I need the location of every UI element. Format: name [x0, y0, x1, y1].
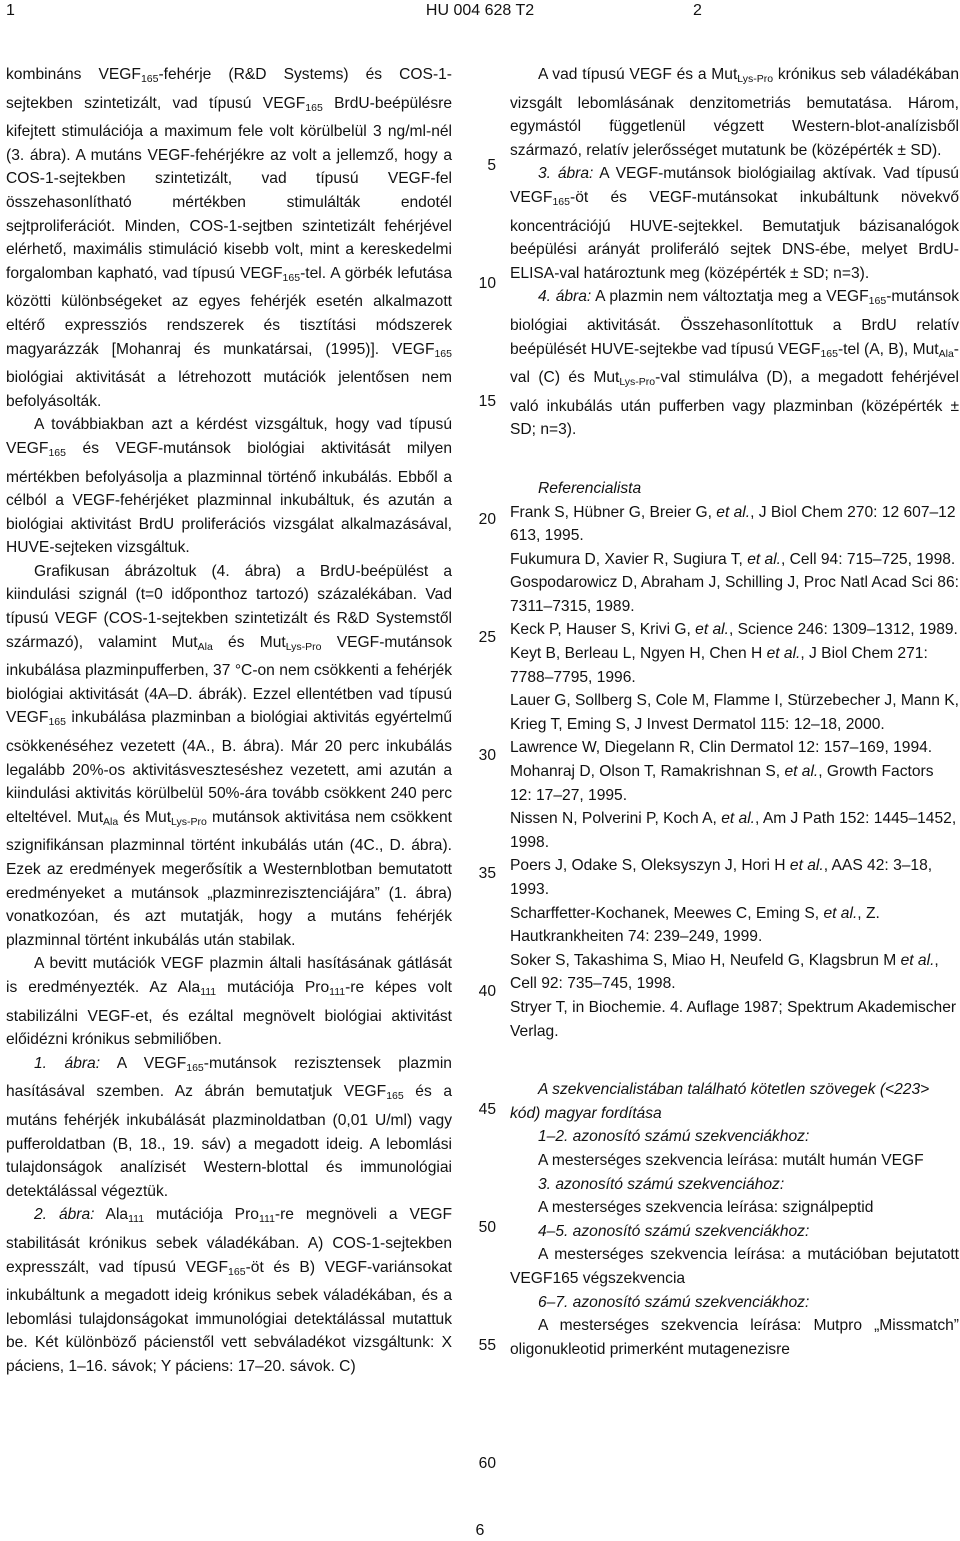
reference-entry: Nissen N, Polverini P, Koch A, et al., Am J Path 152: 1445–1452, 1998. [510, 810, 957, 851]
line-number: 60 [478, 1455, 496, 1473]
left-paragraph-4: A bevitt mutációk VEGF plazmin általi hasításának gátlását is eredményezték. Az Ala$_{111}$ mutációja Pro$_{111}$-re képes volt stabilizálni VEGF-et, és ezáltal megnövelt biológiai aktivitást előidézni krónikus sebmiliőben. [6, 955, 453, 1049]
line-number: 10 [478, 275, 496, 293]
figure-1-caption [6, 1052, 452, 1204]
sequence-label: 1–2. azonosító számú szekvenciákhoz: [538, 1128, 810, 1146]
right-column [510, 63, 959, 1361]
subscript: 165 [140, 73, 159, 85]
figure-1-text: A $VEGF_{165}$-mutánsok rezisztensek plazmin hasításával szemben. Az ábrán bemutatjuk $VEGF_{165}$ és a mutáns fehérjék inkubálását plazminoldatban (0,01 U/ml) vagy pufferoldatban (B, 18., 19. sáv) a megadott ideig. A lebomlási tulajdonságok analízisét Western-blottal és immunológiai detektálással végeztük. [6, 1054, 452, 1200]
header-patent-number: HU 004 628 T2 [425, 2, 535, 19]
line-number: 25 [478, 629, 496, 647]
figure-3-text: A VEGF-mutánsok biológiailag aktívak. Vad típusú $VEGF_{165}-öt$ és VEGF-mutánsokat inkubáltunk növekvő koncentrációjú HUVE-sejtekkel. Bemutatjuk bázisanalógok beépülési arányát proliferáló sejtek DNS-ébe, melyet BrdU-ELISA-val határoztunk meg (középérték ± SD; n=3). [510, 165, 959, 282]
subscript: 165 [434, 347, 452, 360]
reference-entry: Mohanraj D, Olson T, Ramakrishnan S, et al., Growth Factors 12: 17–27, 1995. [510, 763, 934, 804]
reference-entry: Poers J, Odake S, Oleksyszyn J, Hori H et al., AAS 42: 3–18, 1993. [510, 857, 933, 898]
subscript: Ala [197, 640, 213, 653]
left-paragraph-1: kombináns $VEGF_{165}$-fehérje (R&D Systems) és COS-1-sejtekben szintetizált, vad típusú $VEGF_{165}$ BrdU-beépülésre kifejtett stimulációja a maximum fele volt körülbelül 3 ng/ml-nél (3. ábra). A mutáns VEGF-fehérjékre az volt a jellemző, hogy a COS-1-sejtekben szintetizált, vad típusú VEGF-fel összehasonlítható mértékben stimulálták endotél sejtproliferációt. Minden, COS-1-sejtben szintetizált fehérjével elérhető, maximális stimuláció kisebb volt, mint a kereskedelmi forgalomban kapható, vad típusú $VEGF_{165}$-tel. A görbék lefutása közötti különbségeket az egyes fehérjék esetén alkalmazott eltérő expressziós rendszerek és tisztítási módszerek magyarázzák [Mohanraj és munkatársai, (1995)]. $VEGF_{165}$ biológiai aktivitását a létrehozott mutációk jelentősen nem befolyásolták. [6, 66, 453, 410]
sequence-label: 4–5. azonosító számú szekvenciákhoz: [538, 1222, 810, 1240]
sequence-label: 6–7. azonosító számú szekvenciákhoz: [538, 1293, 810, 1311]
subscript: 111 [329, 985, 346, 998]
reference-entry: Gospodarowicz D, Abraham J, Schilling J, Proc Natl Acad Sci 86: 7311–7315, 1989. [510, 574, 959, 615]
subscript: 165 [228, 1265, 246, 1278]
subscript: 165 [386, 1090, 404, 1103]
reference-entry: Fukumura D, Xavier R, Sugiura T, et al., Cell 94: 715–725, 1998. [510, 550, 956, 568]
figure-4-label: 4. ábra: [538, 288, 592, 306]
sequence-label: 3. azonosító számú szekvenciához: [538, 1175, 785, 1193]
figure-2-text: Ala$_{111}$ mutációja Pro$_{111}$-re megnöveli a VEGF stabilitását krónikus sebek váladékában. A) COS-1-sejtekben expresszált, vad típusú $VEGF_{165}-öt$ és B) VEGF-variánsokat inkubáltunk a megadott ideig krónikus sebek váladékában, és a lebomlási tulajdonságokat immunológiai detektálással mutattuk be. Két különböző pácienstől vett sebváladékot vizsgáltunk: X páciens, 1–16. sávok; Y páciens: 17–20. sávok. C) [6, 1206, 452, 1375]
left-paragraph-2: A továbbiakban azt a kérdést vizsgáltuk, hogy vad típusú $VEGF_{165}$ és VEGF-mutánsok biológiai aktivitását milyen mértékben befolyásolja a plazminnal történő inkubálás. Ebből a célból a VEGF-fehérjéket plazminnal inkubáltuk, és azután a biológiai aktivitást BrdU proliferációs vizsgálat alkalmazásával, HUVE-sejteken vizsgáltuk. [6, 416, 452, 557]
left-column [6, 63, 452, 1378]
reference-entry: Lauer G, Sollberg S, Cole M, Flamme I, Stürzebecher J, Mann K, Krieg T, Eming S, J Invest Dermatol 115: 12–18, 2000. [510, 692, 959, 733]
right-paragraph-1: A vad típusú VEGF és a Mut$_{Lys-Pro}$ krónikus seb váladékában vizsgált lebomlásának denzitometriás bemutatása. Három, egymástól függetlenül végzett Western-blot-analízisből származó, relatív jelerősséget mutatunk be (középérték ± SD). [510, 66, 959, 159]
header-left-page-number: 1 [6, 2, 15, 19]
subscript: 165 [820, 347, 838, 360]
line-number: 15 [478, 393, 496, 411]
subscript: 165 [282, 271, 301, 284]
subscript: 165 [48, 446, 66, 459]
line-number: 40 [478, 983, 496, 1001]
subscript: 111 [128, 1213, 145, 1226]
footer-page-number: 6 [475, 1522, 485, 1539]
line-number: 20 [478, 511, 496, 529]
subscript: Ala [938, 347, 954, 360]
reference-entry: Keck P, Hauser S, Krivi G, et al., Science 246: 1309–1312, 1989. [510, 621, 958, 639]
figure-2-caption [6, 1203, 452, 1378]
figure-2-label: 2. ábra: [34, 1206, 95, 1224]
line-number: 45 [478, 1101, 496, 1119]
reference-list-title: Referencialista [538, 479, 642, 497]
subscript: Lys-Pro [285, 640, 322, 653]
reference-list [510, 501, 959, 1044]
line-number: 35 [478, 865, 496, 883]
figure-4-caption [510, 285, 959, 442]
header-right-page-number: 2 [693, 2, 702, 19]
subscript: Lys-Pro [171, 815, 207, 828]
sequence-translations [510, 1125, 959, 1361]
left-paragraph-3: Grafikusan ábrázoltuk (4. ábra) a BrdU-beépülést a kiindulási szignál (t=0 időponthoz tartozó) százalékában. Vad típusú VEGF (COS-1-sejtekben szintetizált és R&D Systemstől származó), valamint Mut$_{Ala}$ és Mut$_{Lys-Pro}$ VEGF-mutánsok inkubálása plazminpufferben, 37 °C-on nem csökkenti a fehérjék biológiai aktivitását (4A–D. ábrák). Ezzel ellentétben vad típusú $VEGF_{165}$ inkubálása plazminban a biológiai aktivitás egyértelmű csökkenéséhez vezetett (4A., B. ábra). Már 20 perc inkubálás legalább 20%-os aktivitásveszteséshez vezetett, ami azután a kiindulási aktivitás körülbelül 50%-ára tovább csökkent 240 perc elteltével. Mut$_{Ala}$ és Mut$_{Lys-Pro}$ mutánsok aktivitása nem csökkent szignifikánsan plazminnal történt inkubálás után (4C., D. ábra). Ezek az eredmények megerősítik a Westernblotban bemutatott eredményeket a mutánsok „plazminrezisztenciájára” (1. ábra) vonatkozóan, és azt mutatják, hogy a mutáns fehérjék plazminnal történt inkubálás után stabilak. [6, 562, 452, 949]
reference-entry: Lawrence W, Diegelann R, Clin Dermatol 12: 157–169, 1994. [510, 739, 933, 757]
reference-entry: Soker S, Takashima S, Miao H, Neufeld G, Klagsbrun M et al., Cell 92: 735–745, 1998. [510, 951, 939, 993]
reference-entry: Keyt B, Berleau L, Ngyen H, Chen H et al., J Biol Chem 271: 7788–7795, 1996. [510, 645, 928, 686]
figure-3-caption [510, 162, 959, 285]
reference-entry: Frank S, Hübner G, Breier G, et al., J Biol Chem 270: 12 607–12 613, 1995. [510, 503, 956, 545]
line-number: 50 [478, 1219, 496, 1237]
subscript: 165 [552, 195, 570, 208]
subscript: 165 [305, 101, 323, 114]
line-number: 5 [487, 157, 496, 175]
figure-1-label: 1. ábra: [34, 1054, 101, 1072]
subscript: 165 [48, 716, 66, 729]
sequence-description: A mesterséges szekvencia leírása: szignálpeptid [538, 1199, 874, 1217]
sequence-description: A mesterséges szekvencia leírása: mutált humán VEGF [538, 1151, 924, 1169]
subscript: 111 [258, 1213, 275, 1226]
line-number: 30 [478, 747, 496, 765]
sequence-description: A mesterséges szekvencia leírása: a mutációban bejutatott VEGF165 végszekvencia [510, 1246, 959, 1287]
sequence-section-title: A szekvencialistában található kötetlen szövegek (<223> kód) magyar fordítása [510, 1081, 930, 1122]
figure-4-text: A plazmin nem változtatja meg a $VEGF_{165}$-mutánsok biológiai aktivitását. Összehasonlítottuk a BrdU relatív beépülését HUVE-sejtekbe vad típusú $VEGF_{165}$-tel (A, B), Mut$_{Ala}$-val (C) és Mut$_{Lys-Pro}$-val stimulálva (D), a megadott fehérjével való inkubálás után pufferben vagy plazminban (középérték ± SD; n=3). [510, 288, 959, 439]
subscript: Lys-Pro [737, 73, 774, 85]
subscript: 165 [186, 1061, 204, 1074]
line-number: 55 [478, 1337, 496, 1355]
reference-entry: Scharffetter-Kochanek, Meewes C, Eming S, et al., Z. Hautkrankheiten 74: 239–249, 1999. [510, 904, 880, 946]
reference-entry: Stryer T, in Biochemie. 4. Auflage 1987; Spektrum Akademischer Verlag. [510, 998, 957, 1040]
figure-3-label: 3. ábra: [538, 165, 594, 183]
subscript: Ala [103, 815, 119, 828]
subscript: Lys-Pro [619, 376, 656, 389]
sequence-description: A mesterséges szekvencia leírása: Mutpro „Missmatch” oligonukleotid primerként mutagenezisre [510, 1317, 959, 1358]
subscript: 165 [868, 295, 887, 308]
subscript: 111 [200, 985, 217, 998]
